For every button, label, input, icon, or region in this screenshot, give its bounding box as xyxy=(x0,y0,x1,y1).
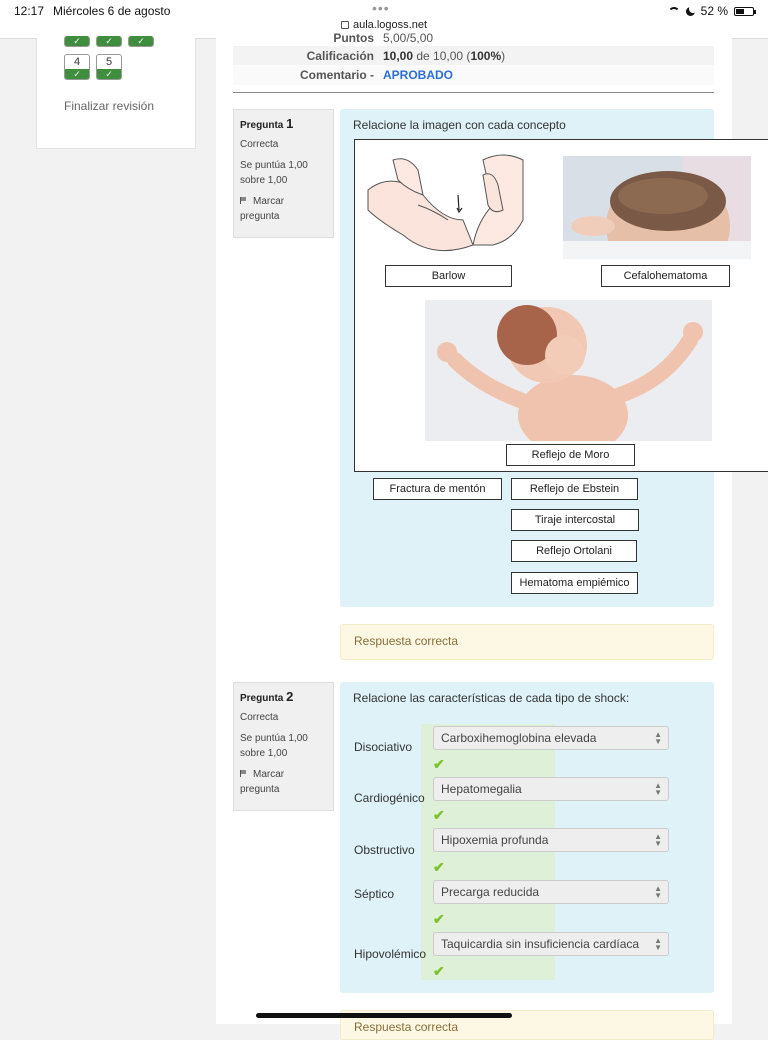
quiz-navigation-block xyxy=(36,38,196,149)
shock-type-label: Séptico xyxy=(354,887,395,901)
select-arrows-icon: ▲ ▼ xyxy=(654,884,662,900)
flag-question-link[interactable]: Marcar pregunta xyxy=(240,769,285,795)
divider xyxy=(233,92,714,93)
wifi-icon xyxy=(668,7,680,16)
quiz-nav-number: 4 xyxy=(73,56,81,68)
barlow-maneuver-image xyxy=(363,150,531,262)
select-arrows-icon: ▲ ▼ xyxy=(654,936,662,952)
shock-type-label: Hipovolémico xyxy=(354,947,427,961)
select-arrows-icon: ▲ ▼ xyxy=(654,781,662,797)
quiz-nav-button[interactable] xyxy=(64,36,90,47)
more-dots-icon[interactable]: ••• xyxy=(372,0,390,16)
summary-row-comentario xyxy=(233,65,714,85)
cephalohematoma-image xyxy=(563,156,751,259)
placed-label-barlow[interactable]: Barlow xyxy=(385,265,512,287)
answer-select[interactable]: Taquicardia sin insuficiencia cardíaca ▲ ▼ xyxy=(433,932,669,956)
check-icon: ✓ xyxy=(129,36,153,46)
placed-label-moro[interactable]: Reflejo de Moro xyxy=(506,444,635,466)
grade-score: 10,00 xyxy=(383,49,414,63)
battery-icon xyxy=(734,7,754,16)
correct-check-icon: ✔ xyxy=(433,963,445,979)
question-2-info xyxy=(233,682,334,811)
select-arrows-icon: ▲ ▼ xyxy=(654,730,662,746)
check-icon: ✓ xyxy=(65,36,89,46)
summary-row-calificacion xyxy=(233,46,714,66)
question-state: Correcta xyxy=(240,712,279,723)
summary-label: Puntos xyxy=(333,31,374,45)
question-2-rows xyxy=(340,682,714,993)
question-text: Relacione las características de cada tipo de shock: xyxy=(353,691,630,705)
summary-value: 5,00/5,00 xyxy=(383,31,434,45)
question-number: Pregunta 2 xyxy=(240,689,294,704)
status-time: 12:17 xyxy=(14,4,45,18)
question-state: Correcta xyxy=(240,139,279,150)
shock-type-label: Disociativo xyxy=(354,740,413,754)
answer-select[interactable]: Hepatomegalia ▲ ▼ xyxy=(433,777,669,801)
status-date: Miércoles 6 de agosto xyxy=(53,4,171,18)
grade-total: de 10,00 xyxy=(416,49,464,63)
moon-icon xyxy=(686,7,695,16)
quiz-nav-button-4[interactable] xyxy=(64,54,90,80)
correct-check-icon: ✔ xyxy=(433,859,445,875)
moro-reflex-image xyxy=(425,300,712,441)
question-1-info xyxy=(233,109,334,238)
question-1-feedback: Respuesta correcta xyxy=(340,624,714,660)
flag-question-link[interactable]: Marcar pregunta xyxy=(240,196,285,222)
question-grade: Se puntúa 1,00 sobre 1,00 xyxy=(240,160,308,186)
correct-check-icon: ✔ xyxy=(433,756,445,772)
question-grade: Se puntúa 1,00 sobre 1,00 xyxy=(240,733,308,759)
question-2-feedback: Respuesta correcta xyxy=(340,1010,714,1040)
summary-row-puntos xyxy=(233,28,714,48)
grade-percent: 100% xyxy=(470,49,502,63)
status-indicators xyxy=(668,4,754,18)
drag-choice[interactable]: Reflejo de Ebstein xyxy=(511,478,638,500)
drag-choice[interactable]: Tiraje intercostal xyxy=(511,509,639,531)
address-url: aula.logoss.net xyxy=(353,19,427,31)
drag-choice[interactable]: Fractura de mentón xyxy=(373,478,502,500)
shock-type-label: Obstructivo xyxy=(354,843,415,857)
select-arrows-icon: ▲ ▼ xyxy=(654,832,662,848)
correct-check-icon: ✔ xyxy=(433,807,445,823)
quiz-nav-button[interactable] xyxy=(96,36,122,47)
question-1-content xyxy=(340,109,714,607)
summary-comment: APROBADO xyxy=(383,68,454,82)
answer-select[interactable]: Precarga reducida ▲ ▼ xyxy=(433,880,669,904)
quiz-nav-number: 5 xyxy=(105,56,113,68)
flag-icon xyxy=(240,770,247,777)
shock-type-label: Cardiogénico xyxy=(354,791,425,805)
summary-label: Comentario - xyxy=(299,68,374,82)
answer-select[interactable]: Hipoxemia profunda ▲ ▼ xyxy=(433,828,669,852)
placed-label-cefalohematoma[interactable]: Cefalohematoma xyxy=(601,265,730,287)
home-indicator[interactable] xyxy=(256,1013,512,1018)
answer-select[interactable]: Carboxihemoglobina elevada ▲ ▼ xyxy=(433,726,669,750)
check-icon: ✓ xyxy=(97,69,121,79)
finish-review-link[interactable]: Finalizar revisión xyxy=(64,99,155,113)
quiz-nav-button-5[interactable] xyxy=(96,54,122,80)
drag-choice[interactable]: Reflejo Ortolani xyxy=(511,540,637,562)
correct-check-icon: ✔ xyxy=(433,911,445,927)
summary-value: 10,00 de 10,00 (100%) xyxy=(383,49,506,63)
flag-icon xyxy=(240,197,247,204)
quiz-nav-button[interactable] xyxy=(128,36,154,47)
check-icon: ✓ xyxy=(97,36,121,46)
battery-percent: 52 % xyxy=(700,4,728,18)
drop-image-area xyxy=(354,139,768,472)
summary-label: Calificación xyxy=(306,49,374,63)
main-content xyxy=(216,31,732,1034)
drag-choice[interactable]: Hematoma empiémico xyxy=(511,572,638,594)
question-number: Pregunta 1 xyxy=(240,116,294,131)
question-text: Relacione la imagen con cada concepto xyxy=(353,118,566,132)
check-icon: ✓ xyxy=(65,69,89,79)
